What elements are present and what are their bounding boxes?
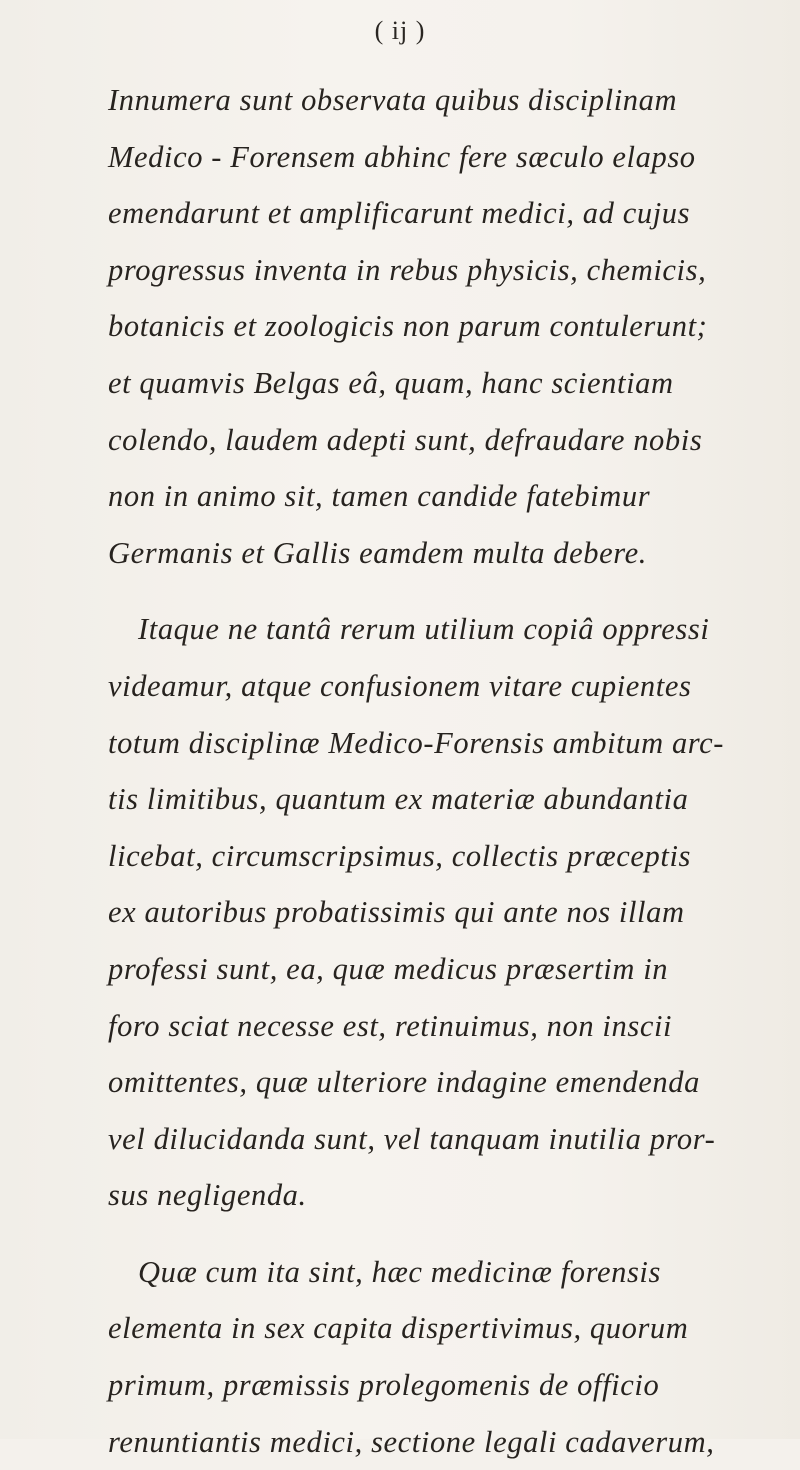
- text-line: Germanis et Gallis eamdem multa debere.: [108, 535, 647, 570]
- text-line: progressus inventa in rebus physicis, chemicis,: [108, 252, 707, 287]
- paragraph-2: [108, 601, 778, 1224]
- text-line: et quamvis Belgas eâ, quam, hanc scientiam: [108, 365, 674, 400]
- text-line: foro sciat necesse est, retinuimus, non inscii: [108, 1008, 673, 1043]
- paragraph-gap: [108, 581, 778, 601]
- text-line: tis limitibus, quantum ex materiæ abundantia: [108, 782, 689, 817]
- text-line: elementa in sex capita dispertivimus, quorum: [108, 1311, 689, 1346]
- text-line: omittentes, quæ ulteriore indagine emendenda: [108, 1065, 700, 1100]
- text-line: renuntiantis medici, sectione legali cadaverum,: [108, 1424, 715, 1459]
- text-line: botanicis et zoologicis non parum contulerunt;: [108, 309, 708, 344]
- text-line: ex autoribus probatissimis qui ante nos illam: [108, 895, 685, 930]
- text-line: licebat, circumscripsimus, collectis præceptis: [108, 838, 692, 873]
- text-line: videamur, atque confusionem vitare cupientes: [108, 668, 692, 703]
- body-text: [108, 72, 778, 1470]
- text-line: totum disciplinæ Medico-Forensis ambitum arc-: [108, 725, 725, 760]
- paragraph-1: [108, 72, 778, 581]
- text-line: sus negligenda.: [108, 1178, 307, 1213]
- text-line: professi sunt, ea, quæ medicus præsertim in: [108, 951, 669, 986]
- text-line: Innumera sunt observata quibus disciplinam: [108, 83, 678, 117]
- text-line: vel dilucidanda sunt, vel tanquam inutilia pror-: [108, 1121, 716, 1156]
- paragraph-3: [108, 1244, 778, 1470]
- text-line: non in animo sit, tamen candide fatebimur: [108, 479, 651, 514]
- text-line: Quæ cum ita sint, hæc medicinæ forensis: [138, 1254, 661, 1289]
- text-line: Medico - Forensem abhinc fere sæculo elapso: [108, 139, 696, 174]
- text-line: primum, præmissis prolegomenis de officio: [108, 1368, 660, 1403]
- paragraph-gap: [108, 1224, 778, 1244]
- text-line: Itaque ne tantâ rerum utilium copiâ oppressi: [138, 612, 710, 647]
- text-line: colendo, laudem adepti sunt, defraudare nobis: [108, 422, 703, 457]
- text-line: emendarunt et amplificarunt medici, ad cujus: [108, 196, 691, 231]
- page-number: ( ij ): [374, 16, 426, 45]
